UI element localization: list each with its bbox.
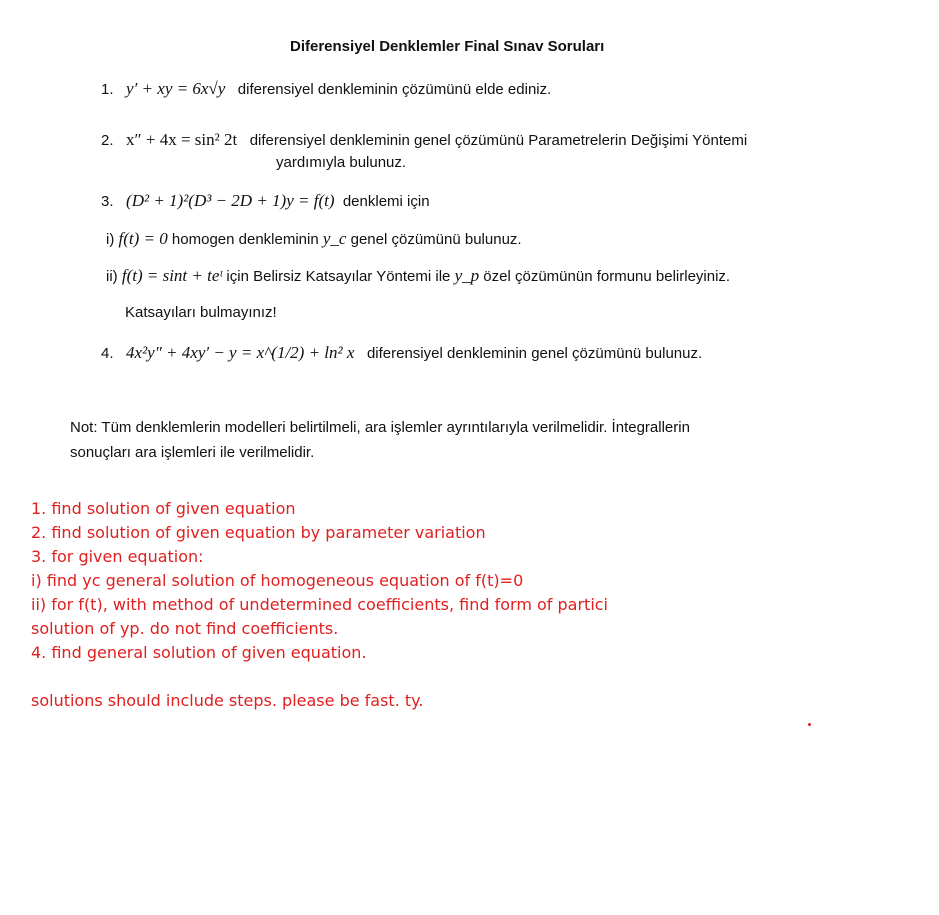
question-text: diferensiyel denkleminin genel çözümünü Parametrelerin Değişimi Yöntemi xyxy=(249,132,748,149)
equation-3: (D² + 1)²(D³ − 2D + 1)y = f(t) xyxy=(126,191,335,210)
part-label: i) xyxy=(106,231,115,248)
part-text: özel çözümünün formunu belirleyiniz. xyxy=(483,268,731,285)
footnote-line-1: Not: Tüm denklemlerin modelleri belirtilmeli, ara işlemler ayrıntılarıyla verilmelidir. İntegrallerin xyxy=(70,419,690,436)
equation-4: 4x²y″ + 4xy′ − y = x^(1/2) + ln² x xyxy=(126,343,355,362)
question-number: 2. xyxy=(101,132,114,149)
part-text: genel çözümünü bulunuz. xyxy=(350,231,522,248)
question-number: 4. xyxy=(101,345,114,362)
question-number: 1. xyxy=(101,81,114,98)
question-text: denklemi için xyxy=(342,193,430,210)
part-text: için Belirsiz Katsayılar Yöntemi ile xyxy=(226,268,451,285)
variable-yc: y_c xyxy=(322,229,347,248)
annotation-line: 4. find general solution of given equation. xyxy=(31,643,367,662)
question-2 xyxy=(101,130,747,150)
equation-1: y′ + xy = 6x√y xyxy=(126,79,226,98)
equation-3-i: f(t) = 0 xyxy=(118,229,168,248)
equation-3-ii: f(t) = sint + teᵗ xyxy=(121,266,223,285)
annotation-line: solution of yp. do not find coefficients. xyxy=(31,619,339,638)
question-3-part-ii xyxy=(106,266,730,286)
footnote-line-2: sonuçları ara işlemleri ile verilmelidir. xyxy=(70,444,315,461)
question-3 xyxy=(101,191,430,211)
page-title: Diferensiyel Denklemler Final Sınav Soruları xyxy=(290,38,605,55)
annotation-line: 1. find solution of given equation xyxy=(31,499,296,518)
annotation-line: 2. find solution of given equation by parameter variation xyxy=(31,523,486,542)
annotation-line: ii) for f(t), with method of undetermined coefficients, find form of partici xyxy=(31,595,608,614)
equation-2: x″ + 4x = sin² 2t xyxy=(126,130,238,149)
question-2-continuation: yardımıyla bulunuz. xyxy=(276,154,407,171)
question-number: 3. xyxy=(101,193,114,210)
part-label: ii) xyxy=(106,268,118,285)
question-1 xyxy=(101,79,551,99)
question-4 xyxy=(101,343,702,363)
part-text: homogen denkleminin xyxy=(171,231,319,248)
red-dot-mark xyxy=(808,723,811,726)
annotation-line: i) find yc general solution of homogeneous equation of f(t)=0 xyxy=(31,571,524,590)
question-3-part-i xyxy=(106,229,522,249)
question-3-note: Katsayıları bulmayınız! xyxy=(125,304,277,321)
annotation-closing: solutions should include steps. please be fast. ty. xyxy=(31,691,424,710)
variable-yp: y_p xyxy=(454,266,480,285)
question-text: diferensiyel denkleminin genel çözümünü bulunuz. xyxy=(366,345,703,362)
question-text: diferensiyel denkleminin çözümünü elde ediniz. xyxy=(237,81,552,98)
annotation-line: 3. for given equation: xyxy=(31,547,204,566)
